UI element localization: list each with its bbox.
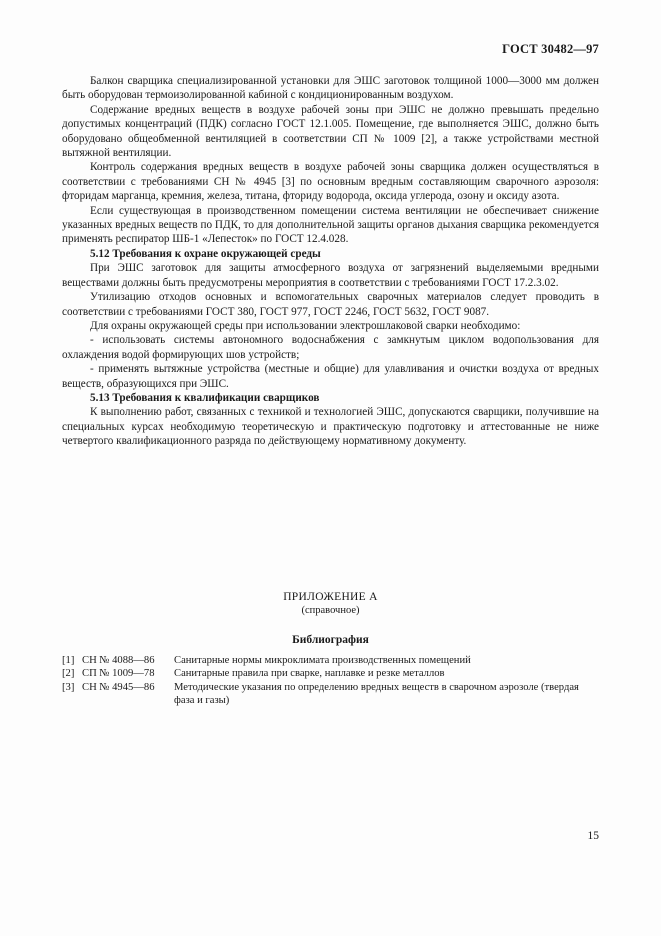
reference-code: СН № 4945—86 xyxy=(82,681,155,693)
reference-number: [3] xyxy=(62,681,75,693)
reference-description: Санитарные нормы микроклимата производственных помещений xyxy=(174,655,471,666)
list-item: - применять вытяжные устройства (местные и общие) для улавливания и очистки воздуха от вредных веществ, образующихся при ЭШС. xyxy=(62,363,599,390)
section-heading-5-13: 5.13 Требования к квалификации сварщиков xyxy=(90,391,320,404)
paragraph: К выполнению работ, связанных с техникой и технологией ЭШС, допускаются сварщики, получившие на специальных курсах необходимую теоретическую и практическую подготовку и аттестованные не ниже четвертого квалификационного разряда по действующему нормативному документу. xyxy=(62,406,599,448)
appendix-subtitle: (справочное) xyxy=(301,605,360,617)
reference-list xyxy=(62,654,599,708)
page-number: 15 xyxy=(587,830,599,842)
reference-item xyxy=(62,667,599,680)
paragraph: При ЭШС заготовок для защиты атмосферного воздуха от загрязнений выделяемыми вредными веществами должны быть предусмотрены мероприятия в соответствии с требованиями ГОСТ 17.2.3.02. xyxy=(62,262,599,289)
section-heading-5-12: 5.12 Требования к охране окружающей среды xyxy=(90,247,321,260)
paragraph: Для охраны окружающей среды при использовании электрошлаковой сварки необходимо: xyxy=(90,319,521,332)
document-code-header: ГОСТ 30482—97 xyxy=(502,42,599,56)
reference-number: [1] xyxy=(62,655,75,666)
paragraph: Если существующая в производственном помещении система вентиляции не обеспечивает снижение указанных вредных веществ по ПДК, то для дополнительной защиты органов дыхания сварщика рекомендуется применять респиратор ШБ-1 «Лепесток» по ГОСТ 12.4.028. xyxy=(62,204,599,246)
bibliography-heading: Библиография xyxy=(292,633,369,646)
reference-description: Методические указания по определению вредных веществ в сварочном аэрозоле (твердая фаза и газы) xyxy=(174,681,579,707)
paragraph: Балкон сварщика специализированной установки для ЭШС заготовок толщиной 1000—3000 мм должен быть оборудован термоизолированной кабиной с кондиционированным воздухом. xyxy=(62,75,599,102)
reference-description: Санитарные правила при сварке, наплавке и резке металлов xyxy=(174,668,445,680)
paragraph: Контроль содержания вредных веществ в воздухе рабочей зоны сварщика должен осуществляться в соответствии с требованиями СН № 4945 [3] по основным вредным составляющим сварочного аэрозоля: фторидам марганца, кремния, железа, титана, фториду водорода, оксида углерода, озону и оксиду азота. xyxy=(62,161,599,203)
reference-item xyxy=(62,681,599,708)
reference-code: СН № 4088—86 xyxy=(82,655,155,666)
appendix-block xyxy=(62,590,599,647)
reference-item xyxy=(62,654,599,667)
reference-number: [2] xyxy=(62,668,75,680)
reference-code: СП № 1009—78 xyxy=(82,668,155,680)
list-item: - использовать системы автономного водоснабжения с замкнутым циклом водопользования для охлаждения водой формирующих шов устройств; xyxy=(62,334,599,361)
paragraph: Содержание вредных веществ в воздухе рабочей зоны при ЭШС не должно превышать предельно допустимых концентраций (ПДК) согласно ГОСТ 12.1.005. Помещение, где выполняется ЭШС, должно быть оборудовано общеобменной вентиляцией в соответствии СП № 1009 [2], а также устройствами местной вытяжной вентиляции. xyxy=(62,103,599,160)
paragraph: Утилизацию отходов основных и вспомогательных сварочных материалов следует проводить в соответствии с требованиями ГОСТ 380, ГОСТ 977, ГОСТ 2246, ГОСТ 5632, ГОСТ 9087. xyxy=(62,291,599,318)
appendix-title: ПРИЛОЖЕНИЕ А xyxy=(283,591,378,603)
body-text xyxy=(62,74,599,449)
